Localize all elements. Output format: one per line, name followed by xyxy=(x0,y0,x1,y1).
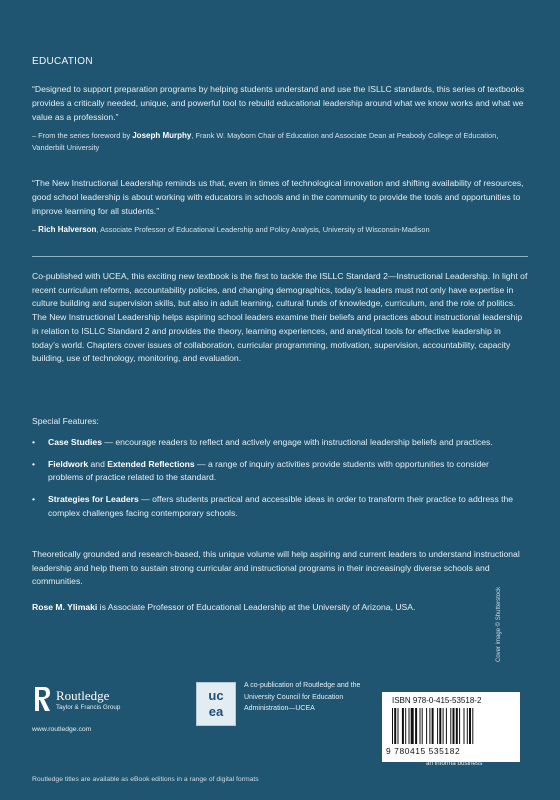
endorsement-quote-2 xyxy=(32,176,532,236)
publisher-name: Routledge xyxy=(56,688,110,703)
feature-title: Strategies for Leaders xyxy=(48,494,139,505)
barcode-bar xyxy=(422,708,423,744)
attribution-prefix: – xyxy=(32,225,39,234)
book-description: Co-published with UCEA, this exciting new textbook is the first to tackle the ISLLC Standard 2—Instructional Leadership. In light of recent curriculum reforms, accountability policies, and changing demographics, today’s leaders must not only have expertise in culture building and supervision skills, but also in adult learning, cultural funds of knowledge, curriculum, and the role of politics. The New Instructional Leadership helps aspiring school leaders examine their beliefs and practices about instructional leadership in relation to ISLLC Standard 2 and provides the theory, learning experiences, and analytical tools for effective leadership in today’s world. Chapters cover issues of collaboration, curricular programming, motivation, supervision, accountability, capacity building, use of technology, monitoring, and evaluation. xyxy=(32,271,528,364)
author-bio xyxy=(32,602,415,612)
barcode-bar xyxy=(392,708,393,744)
barcode-bar xyxy=(464,708,465,744)
isbn-number: ISBN 978-0-415-53518-2 xyxy=(392,696,482,705)
barcode-bar xyxy=(459,708,460,744)
feature-text: — a range of inquiry activities provide students with opportunities to consider problems of practice related to the standard. xyxy=(48,458,489,483)
quote-attribution xyxy=(32,130,532,154)
attribution-title: , Associate Professor of Educational Leadership and Policy Analysis, University of Wisconsin-Madison xyxy=(96,225,430,234)
closing-paragraph: Theoretically grounded and research-based, this unique volume will help aspiring and current leaders to understand instructional leadership and help them to sustain strong curricular and instructional programs in their increasingly diverse schools and communities. xyxy=(32,549,520,587)
barcode-bar xyxy=(450,708,451,744)
barcode-bar xyxy=(432,708,434,744)
barcode-bar xyxy=(443,708,444,744)
feature-text: — offers students practical and accessible ideas in order to transform their practice to address the complex challenges facing contemporary schools. xyxy=(48,494,514,518)
informa-tagline: an informa business xyxy=(426,760,483,767)
barcode-graphic xyxy=(392,708,510,744)
bullet-icon: • xyxy=(32,437,36,447)
copublication-note: A co-publication of Routledge and the University Council for Education Administration—UCEA xyxy=(244,682,361,712)
barcode-bar xyxy=(409,708,410,744)
barcode-bar xyxy=(439,708,441,744)
attribution-name: Rich Halverson xyxy=(38,225,97,234)
barcode-bar xyxy=(394,708,396,744)
bullet-icon: • xyxy=(32,458,36,469)
barcode-bar xyxy=(469,708,471,744)
barcode-bar xyxy=(467,708,468,744)
attribution-title: , Frank W. Mayborn Chair of Education and Associate Dean at Peabody College of Education, Vanderbilt University xyxy=(32,131,499,152)
endorsement-quote-1 xyxy=(32,82,532,154)
ebook-note: Routledge titles are available as eBook editions in a range of digital formats xyxy=(32,776,259,783)
barcode-bar xyxy=(456,708,458,744)
barcode-bar xyxy=(426,708,427,744)
barcode-bar xyxy=(429,708,430,744)
isbn-barcode xyxy=(382,692,520,762)
ucea-logo-line-2: ea xyxy=(208,704,224,719)
attribution-prefix: – From the series foreword by xyxy=(32,131,133,140)
barcode-bar xyxy=(437,708,438,744)
bullet-icon: • xyxy=(32,494,36,505)
feature-title: Case Studies xyxy=(48,437,102,447)
quote-text: “Designed to support preparation programs by helping students understand and use the ISLLC standards, this series of textbooks provides a critically needed, unique, and powerful tool to rebuild educational leadership around what we know works and what we value as a profession.” xyxy=(32,84,525,122)
features-list xyxy=(32,436,522,529)
routledge-logo xyxy=(32,686,182,742)
category-label: EDUCATION xyxy=(32,56,93,67)
barcode-bar xyxy=(453,708,455,744)
barcode-bar xyxy=(411,708,414,744)
barcode-bar xyxy=(402,708,404,744)
attribution-name: Joseph Murphy xyxy=(132,131,192,140)
feature-title-2: Extended Reflections xyxy=(107,458,195,469)
barcode-digits: 9 780415 535182 xyxy=(386,746,461,756)
barcode-bar xyxy=(446,708,447,744)
author-text: is Associate Professor of Educational Leadership at the University of Arizona, USA. xyxy=(97,602,416,612)
feature-connector: and xyxy=(88,458,108,469)
quote-attribution xyxy=(32,224,532,236)
cover-image-credit: Cover image © Shutterstock xyxy=(496,586,502,662)
publisher-url: www.routledge.com xyxy=(32,726,92,733)
author-name: Rose M. Ylimaki xyxy=(32,602,98,612)
barcode-bar xyxy=(472,708,473,744)
feature-title: Fieldwork xyxy=(48,458,89,469)
barcode-bar xyxy=(415,708,417,744)
publisher-group: Taylor & Francis Group xyxy=(56,704,121,711)
special-features-heading: Special Features: xyxy=(32,416,99,426)
ucea-logo xyxy=(196,682,236,726)
feature-text: — encourage readers to reflect and actively engage with instructional leadership beliefs and practices. xyxy=(101,437,493,447)
feature-item xyxy=(32,436,522,450)
feature-item xyxy=(32,493,522,520)
routledge-r-icon xyxy=(32,686,52,712)
feature-item xyxy=(32,458,522,485)
ucea-logo-line-1: uc xyxy=(208,688,224,703)
section-divider xyxy=(32,256,528,257)
barcode-bar xyxy=(398,708,399,744)
barcode-bar xyxy=(420,708,421,744)
quote-text: “The New Instructional Leadership reminds us that, even in times of technological innovation and shifting availability of resources, good school leadership is about working with educators in schools and in the community to provide the tools and opportunities to improve learning for all students.” xyxy=(32,178,524,216)
barcode-bar xyxy=(405,708,406,744)
